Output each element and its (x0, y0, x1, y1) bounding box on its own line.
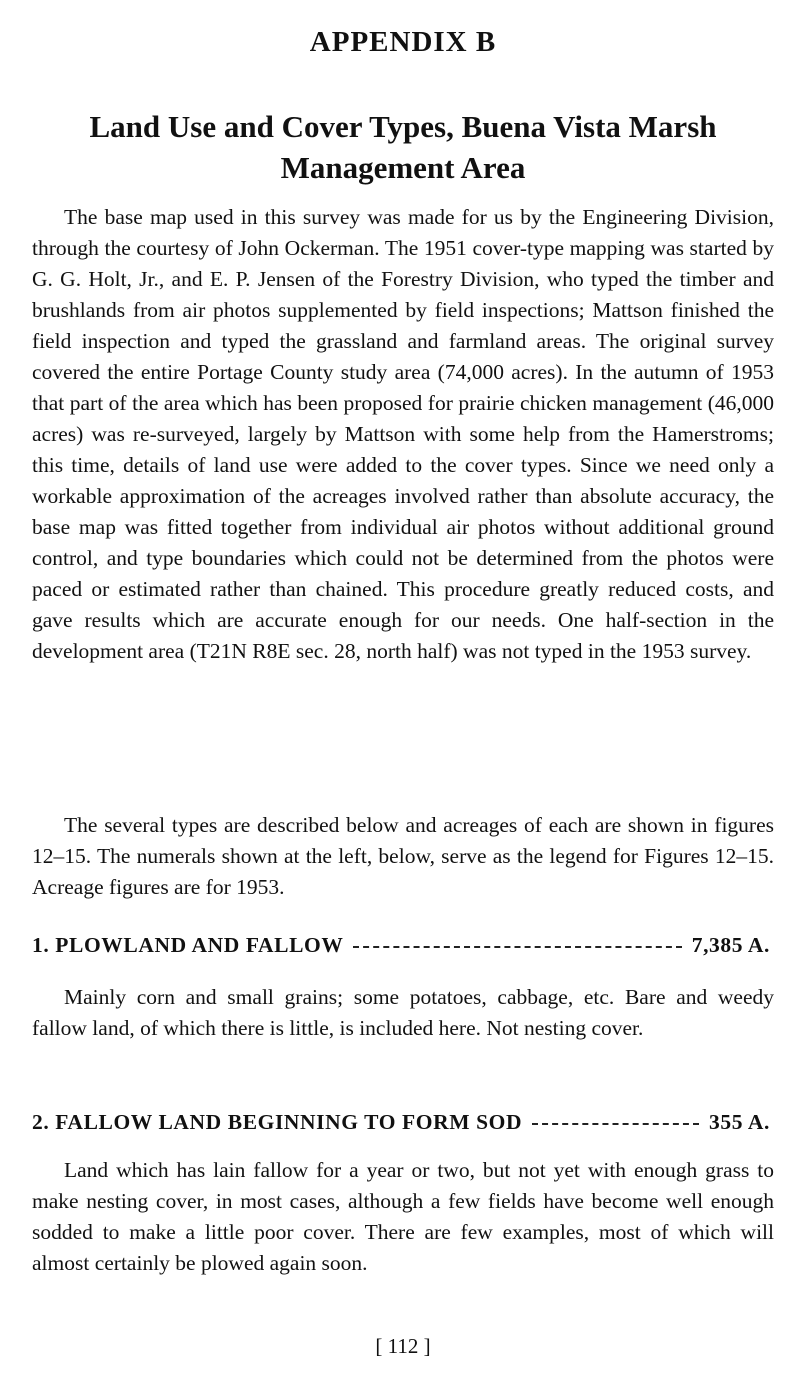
appendix-label: APPENDIX B (309, 26, 497, 58)
section-title: 1. PLOWLAND AND FALLOW (32, 933, 344, 957)
section-acreage: 355 A. (709, 1110, 770, 1134)
section-description-plowland: Mainly corn and small grains; some potatoes, cabbage, etc. Bare and weedy fallow land, of which there is little, is included here. Not nesting cover. (32, 985, 774, 1040)
dotted-leader (532, 1123, 699, 1125)
document-page (32, 0, 774, 1380)
page-number: [ 112 ] (375, 1334, 431, 1358)
section-title: 2. FALLOW LAND BEGINNING TO FORM SOD (32, 1110, 523, 1134)
section-heading-fallow-sod (32, 1110, 770, 1135)
page-title: Land Use and Cover Types, Buena Vista Marsh Management Area (89, 109, 717, 185)
dotted-leader (353, 946, 681, 948)
section-heading-plowland (32, 933, 770, 958)
legend-paragraph: The several types are described below and acreages of each are shown in figures 12–15. The numerals shown at the left, below, serve as the legend for Figures 12–15. Acreage figures are for 1953. (32, 813, 774, 899)
intro-paragraph: The base map used in this survey was made for us by the Engineering Division, through the courtesy of John Ockerman. The 1951 cover-type mapping was started by G. G. Holt, Jr., and E. P. Jensen of the Forestry Division, who typed the timber and brushlands from air photos supplemented by field inspections; Mattson finished the field inspection and typed the grassland and farmland areas. The original survey covered the entire Portage County study area (74,000 acres). In the autumn of 1953 that part of the area which has been proposed for prairie chicken management (46,000 acres) was re-surveyed, largely by Mattson with some help from the Hamerstroms; this time, details of land use were added to the cover types. Since we need only a workable approximation of the acreages involved rather than absolute accuracy, the base map was fitted together from individual air photos without additional ground control, and type boundaries which could not be determined from the photos were paced or estimated rather than chained. This procedure greatly reduced costs, and gave results which are accurate enough for our needs. One half-section in the development area (T21N R8E sec. 28, north half) was not typed in the 1953 survey. (32, 205, 774, 663)
section-acreage: 7,385 A. (691, 933, 770, 957)
section-description-fallow-sod: Land which has lain fallow for a year or two, but not yet with enough grass to make nesting cover, in most cases, although a few fields have become well enough sodded to make a little poor cover. There are few examples, most of which will almost certainly be plowed again soon. (32, 1158, 774, 1275)
